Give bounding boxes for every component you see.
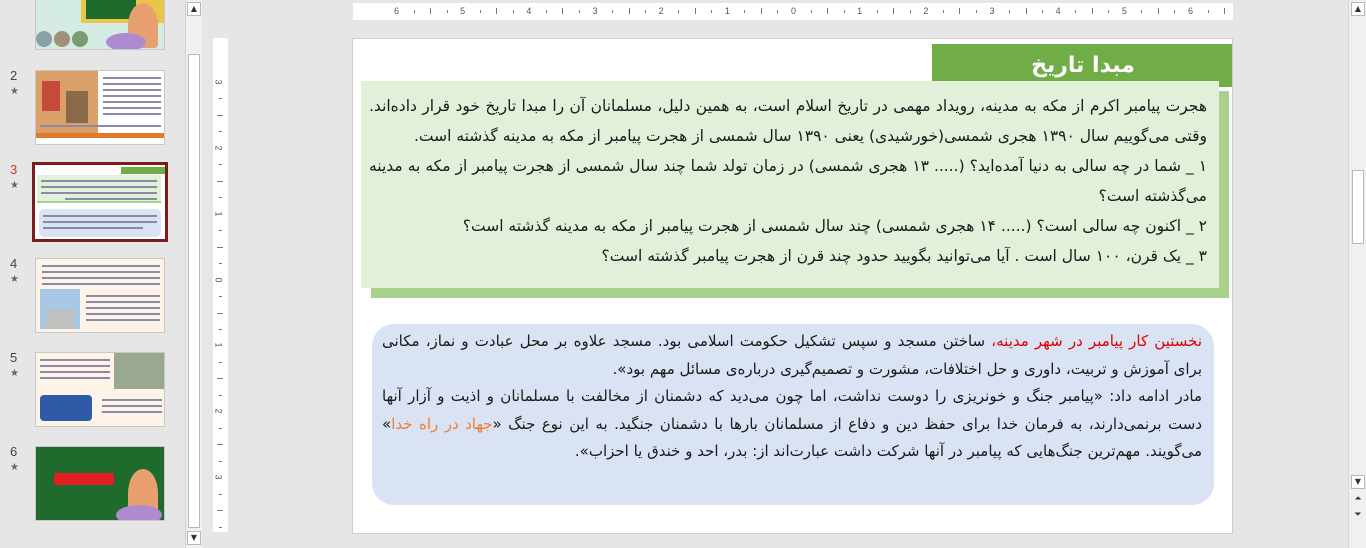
transition-star-icon: ★ <box>10 274 19 285</box>
ruler-tick-mark <box>1174 10 1175 13</box>
ruler-tick-label: 3 <box>989 6 995 16</box>
ruler-tick-mark <box>219 131 222 132</box>
thumb-circle <box>36 31 52 47</box>
highlighted-text: جهاد در راه خدا <box>391 414 493 433</box>
ruler-tick-mark <box>777 10 778 13</box>
slide-title[interactable]: مبدا تاریخ <box>932 44 1233 87</box>
thumb-text-line <box>40 125 161 127</box>
ruler-tick-mark <box>976 10 977 13</box>
thumb-text-line <box>86 301 160 303</box>
thumb-text-line <box>41 180 157 182</box>
ruler-tick-mark <box>844 10 845 13</box>
ruler-tick-mark <box>217 378 223 379</box>
ruler-tick-mark <box>1042 10 1043 13</box>
transition-star-icon: ★ <box>10 462 19 473</box>
thumb-text-line <box>42 265 160 267</box>
thumb-blue-box <box>39 209 161 237</box>
slide-thumbnail-panel <box>0 0 185 548</box>
paragraph-text: » می‌گویند. مهم‌ترین جنگ‌هایی که پیامبر در آنها شرکت داشت عبارت‌اند از: بدر، احد و خندق یا احزاب». <box>382 414 1202 460</box>
ruler-tick-mark <box>513 10 514 13</box>
slide-canvas[interactable] <box>352 38 1233 534</box>
ruler-tick-mark <box>612 10 613 13</box>
ruler-tick-mark <box>1141 10 1142 13</box>
ruler-tick-label: 2 <box>213 408 224 414</box>
ruler-tick-mark <box>893 8 894 14</box>
thumb-text-line <box>103 95 161 97</box>
ruler-tick-mark <box>811 10 812 13</box>
ruler-tick-mark <box>217 313 223 314</box>
ruler-tick-mark <box>496 8 497 14</box>
ruler-tick-mark <box>219 461 222 462</box>
ruler-tick-mark <box>217 247 223 248</box>
ruler-tick-mark <box>219 296 222 297</box>
ruler-tick-mark <box>877 10 878 13</box>
thumb-text-line <box>86 313 160 315</box>
ruler-tick-mark <box>217 115 223 116</box>
thumb-text-line <box>42 283 160 285</box>
ruler-tick-mark <box>217 510 223 511</box>
ruler-tick-mark <box>645 10 646 13</box>
thumb-text-line <box>86 319 160 321</box>
transition-star-icon: ★ <box>10 180 19 191</box>
ruler-tick-mark <box>219 329 222 330</box>
ruler-tick-mark <box>217 181 223 182</box>
slide-number: 3 <box>10 162 18 177</box>
question: ۲ _ اکنون چه سالی است؟ (..... ۱۴ هجری شمسی) چند سال شمسی از هجرت پیامبر از مکه به مدینه گذشته است؟ <box>462 217 1207 235</box>
ruler-tick-mark <box>217 444 223 445</box>
thumb-blue-card <box>40 395 92 421</box>
ruler-tick-label: 0 <box>790 6 796 16</box>
ruler-tick-label: 1 <box>213 211 224 217</box>
ruler-tick-label: 3 <box>592 6 598 16</box>
ruler-tick-mark <box>761 8 762 14</box>
paragraph-text: ساختن مسجد و سپس تشکیل حکومت اسلامی بود. مسجد علاوه بر محل عبادت و نماز، مکانی برای آموزش و تربیت، داوری و حل اختلافات، مشورت و تصمیم‌گیری درباره‌ی مسائل مهم بود». <box>382 332 1202 378</box>
ruler-tick-label: 5 <box>1121 6 1127 16</box>
ruler-tick-mark <box>1224 8 1225 14</box>
thumb-text-line <box>102 411 162 413</box>
ruler-tick-mark <box>219 98 222 99</box>
question: ۳ _ یک قرن، ۱۰۰ سال است . آیا می‌توانید بگویید حدود چند قرن از هجرت پیامبر گذشته است؟ <box>601 247 1207 265</box>
ruler-tick-mark <box>695 8 696 14</box>
thumb-text-line <box>103 113 161 115</box>
ruler-tick-mark <box>1092 8 1093 14</box>
thumb-purple-shape <box>106 33 146 50</box>
ruler-tick-mark <box>219 263 222 264</box>
slide-editor-area <box>203 0 1348 548</box>
ruler-tick-label: 2 <box>923 6 929 16</box>
vertical-ruler[interactable] <box>213 38 228 532</box>
transition-star-icon: ★ <box>10 368 19 379</box>
ruler-tick-label: 4 <box>1055 6 1061 16</box>
thumb-circle <box>54 31 70 47</box>
previous-slide-icon[interactable]: ⏶ <box>1354 494 1362 504</box>
thumb-text-line <box>65 198 157 200</box>
slide-number: 4 <box>10 256 18 271</box>
slide-thumbnail-1[interactable] <box>35 0 165 50</box>
thumb-text-line <box>41 186 157 188</box>
ruler-tick-label: 1 <box>857 6 863 16</box>
ruler-tick-mark <box>1108 10 1109 13</box>
ruler-tick-mark <box>219 527 222 528</box>
thumb-purple-shape <box>116 505 162 521</box>
slide-number: 2 <box>10 68 18 83</box>
thumb-text-line <box>43 227 143 229</box>
thumb-text-line <box>40 365 110 367</box>
ruler-tick-mark <box>447 10 448 13</box>
slide-thumbnail-6[interactable] <box>35 446 165 521</box>
thumbnail-scrollbar[interactable] <box>185 0 202 548</box>
thumb-text-line <box>103 77 161 79</box>
ruler-tick-mark <box>579 10 580 13</box>
ruler-tick-mark <box>219 197 222 198</box>
ruler-tick-label: 6 <box>394 6 400 16</box>
transition-star-icon: ★ <box>10 86 19 97</box>
ruler-tick-mark <box>219 428 222 429</box>
ruler-tick-mark <box>1009 10 1010 13</box>
ruler-tick-label: 1 <box>724 6 730 16</box>
slide-thumbnail-5[interactable] <box>35 352 165 427</box>
next-slide-icon[interactable]: ⏷ <box>1354 510 1362 520</box>
ruler-tick-mark <box>414 10 415 13</box>
blue-text-box[interactable] <box>372 324 1214 505</box>
green-text-box[interactable] <box>361 81 1219 288</box>
ruler-tick-label: 6 <box>1187 6 1193 16</box>
thumb-text-line <box>103 101 161 103</box>
ruler-tick-mark <box>219 164 222 165</box>
thumb-text-line <box>103 89 161 91</box>
thumb-text-line <box>102 405 162 407</box>
thumb-orange-bar <box>36 133 165 138</box>
question: ۱ _ شما در چه سالی به دنیا آمده‌اید؟ (..... ۱۳ هجری شمسی) در زمان تولد شما چند سال شمسی از هجرت پیامبر از مکه به مدینه می‌گذشته است؟ <box>369 157 1208 205</box>
scrollbar-thumb[interactable] <box>1352 170 1364 244</box>
slide-thumbnail-4[interactable] <box>35 258 165 333</box>
ruler-tick-mark <box>827 8 828 14</box>
thumb-text-line <box>43 215 157 217</box>
paragraph-text: مادر ادامه داد: «پیامبر جنگ و خونریزی را دوست نداشت، اما چون می‌دید که دشمنان از مخالفت با مسلمانان و اذیت و آزار آنها دست برنمی‌دارند، به فرمان خدا برای حفظ دین و دفاع از مسلمانان بارها با دشمنان جنگید. به این نوع جنگ « <box>382 387 1203 433</box>
slide-thumbnail-2[interactable] <box>35 70 165 145</box>
scroll-up-arrow-icon[interactable]: ▲ <box>187 2 201 16</box>
ruler-tick-mark <box>219 362 222 363</box>
ruler-tick-mark <box>1026 8 1027 14</box>
thumb-text-line <box>41 192 157 194</box>
ruler-tick-mark <box>480 10 481 13</box>
ruler-tick-mark <box>219 230 222 231</box>
scroll-down-arrow-icon[interactable]: ▼ <box>187 531 201 545</box>
slide-thumbnail-3[interactable] <box>32 162 168 242</box>
slide-number: 5 <box>10 350 18 365</box>
ruler-tick-mark <box>430 8 431 14</box>
ruler-tick-mark <box>678 10 679 13</box>
thumb-text-line <box>103 107 161 109</box>
ruler-tick-label: 2 <box>213 145 224 151</box>
ruler-tick-mark <box>959 8 960 14</box>
thumb-text-line <box>43 221 157 223</box>
main-scrollbar[interactable] <box>1348 0 1366 548</box>
ruler-tick-mark <box>629 8 630 14</box>
thumb-text-line <box>103 83 161 85</box>
thumb-red-text-block <box>54 473 114 485</box>
ruler-tick-mark <box>1208 10 1209 13</box>
thumb-text-line <box>40 371 110 373</box>
ruler-tick-mark <box>219 494 222 495</box>
thumb-image-figure <box>42 81 60 111</box>
thumb-image <box>114 353 165 389</box>
thumb-text-line <box>86 295 160 297</box>
ruler-tick-mark <box>1158 8 1159 14</box>
thumb-image-figure <box>66 91 88 123</box>
ruler-tick-mark <box>943 10 944 13</box>
ruler-tick-mark <box>744 10 745 13</box>
paragraph: هجرت پیامبر اکرم از مکه به مدینه، رویداد مهمی در تاریخ اسلام است، به همین دلیل، مسلمانان آن را مبدا تاریخ خود قرار داده‌اند. وقتی می‌گوییم سال ۱۳۹۰ هجری شمسی(خورشیدی) یعنی ۱۳۹۰ سال شمسی از هجرت پیامبر از مکه به مدینه گذشته است. <box>369 97 1207 145</box>
ruler-tick-label: 3 <box>213 474 224 480</box>
ruler-tick-mark <box>219 395 222 396</box>
paragraph <box>382 383 1202 466</box>
ruler-tick-mark <box>910 10 911 13</box>
ruler-tick-mark <box>562 8 563 14</box>
ruler-tick-label: 0 <box>213 277 224 283</box>
ruler-tick-mark <box>546 10 547 13</box>
thumb-text-line <box>86 307 160 309</box>
thumb-title-bar <box>121 167 165 174</box>
thumb-circle <box>72 31 88 47</box>
thumb-text-line <box>40 377 110 379</box>
thumb-text-line <box>42 277 160 279</box>
ruler-tick-label: 5 <box>460 6 466 16</box>
ruler-tick-label: 3 <box>213 79 224 85</box>
ruler-tick-label: 4 <box>526 6 532 16</box>
paragraph <box>382 328 1202 383</box>
ruler-tick-label: 1 <box>213 342 224 348</box>
scrollbar-thumb[interactable] <box>188 54 200 528</box>
ruler-tick-label: 2 <box>658 6 664 16</box>
scroll-down-arrow-icon[interactable]: ▼ <box>1351 475 1365 489</box>
thumb-mosque-image <box>46 309 74 329</box>
horizontal-ruler[interactable] <box>353 3 1233 20</box>
thumb-text-line <box>102 399 162 401</box>
ruler-tick-mark <box>711 10 712 13</box>
thumb-text-line <box>42 271 160 273</box>
ruler-tick-mark <box>1075 10 1076 13</box>
highlighted-text: نخستین کار پیامبر در شهر مدینه، <box>991 332 1202 350</box>
scroll-up-arrow-icon[interactable]: ▲ <box>1351 2 1365 16</box>
thumb-text-line <box>40 359 110 361</box>
slide-number: 6 <box>10 444 18 459</box>
